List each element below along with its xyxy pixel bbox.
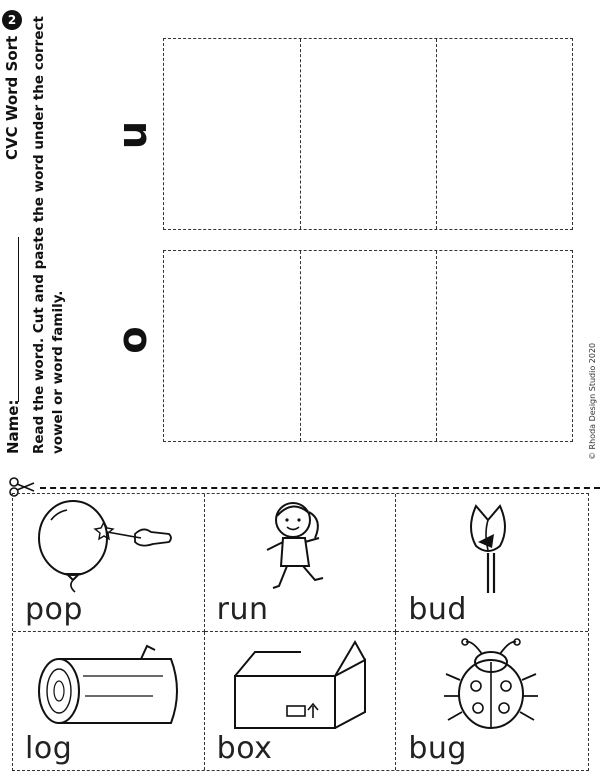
sort-box[interactable] xyxy=(436,251,572,441)
word-card-box[interactable] xyxy=(205,632,397,770)
page-number-badge: 2 xyxy=(2,10,22,30)
flower-bud-icon xyxy=(406,498,576,593)
card-word: pop xyxy=(25,592,83,627)
log-icon xyxy=(23,636,193,731)
card-word: run xyxy=(216,592,269,627)
vowel-o-label: o xyxy=(110,326,156,354)
cut-line xyxy=(40,487,600,489)
running-girl-icon xyxy=(215,498,385,593)
word-card-run[interactable] xyxy=(205,494,397,632)
card-word: bug xyxy=(408,731,467,766)
vowel-u-label: u xyxy=(110,120,156,150)
sort-box[interactable] xyxy=(436,39,572,229)
sort-box[interactable] xyxy=(164,39,300,229)
sort-box[interactable] xyxy=(300,39,436,229)
word-card-bud[interactable] xyxy=(396,494,588,632)
sort-grid-o xyxy=(163,250,573,442)
name-label: Name: xyxy=(4,399,22,454)
sort-grid-u xyxy=(163,38,573,230)
word-cards xyxy=(12,493,589,771)
ladybug-icon xyxy=(406,636,576,731)
card-word: box xyxy=(216,731,273,766)
word-card-log[interactable] xyxy=(13,632,205,770)
word-card-bug[interactable] xyxy=(396,632,588,770)
sort-box[interactable] xyxy=(300,251,436,441)
copyright-text: © Rhoda Design Studio 2020 xyxy=(588,342,597,460)
page-title: CVC Word Sort xyxy=(3,35,21,160)
worksheet-header xyxy=(0,0,82,460)
name-line[interactable] xyxy=(18,237,19,402)
box-icon xyxy=(215,636,385,731)
balloon-icon xyxy=(23,498,193,593)
card-word: bud xyxy=(408,592,467,627)
card-word: log xyxy=(25,731,73,766)
instructions: Read the word. Cut and paste the word under the correct vowel or word family. xyxy=(31,16,66,454)
sort-box[interactable] xyxy=(164,251,300,441)
word-card-pop[interactable] xyxy=(13,494,205,632)
